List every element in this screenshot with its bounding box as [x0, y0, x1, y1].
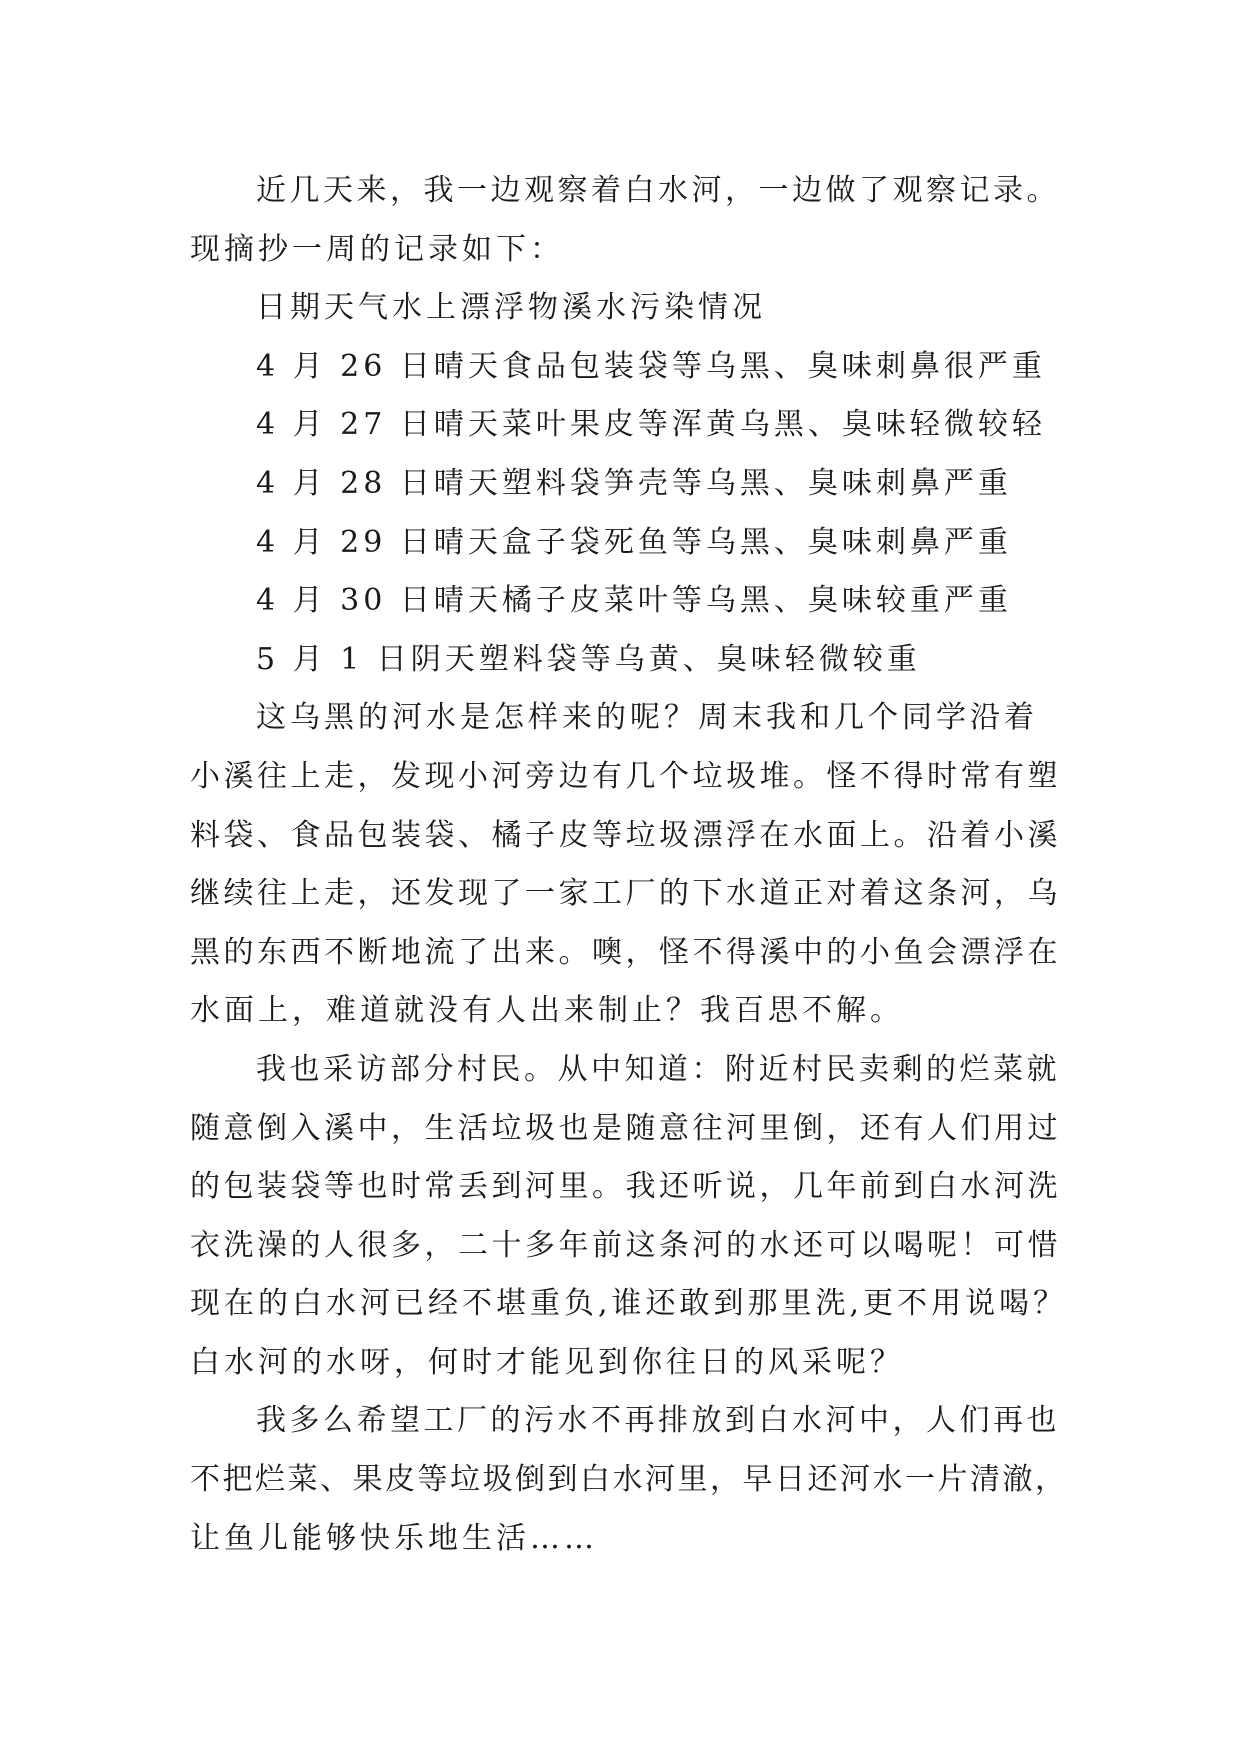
document-body [190, 162, 1070, 1568]
text-line: 衣洗澡的人很多，二十多年前这条河的水还可以喝呢！可惜 [190, 1227, 1061, 1263]
text-line: 的包装袋等也时常丢到河里。我还听说，几年前到白水河洗 [190, 1169, 1061, 1205]
record-line: 4 月 29 日晴天盒子袋死鱼等乌黑、臭味刺鼻严重 [256, 524, 1012, 560]
text-line: 近几天来，我一边观察着白水河，一边做了观察记录。 [256, 173, 1060, 208]
text-line: 让鱼儿能够快乐地生活…… [190, 1520, 598, 1556]
text-line: 料袋、食品包装袋、橘子皮等垃圾漂浮在水面上。沿着小溪 [190, 817, 1061, 853]
text-line: 白水河的水呀，何时才能见到你往日的风采呢？ [190, 1344, 904, 1380]
text-line: 黑的东西不断地流了出来。噢，怪不得溪中的小鱼会漂浮在 [190, 934, 1061, 970]
text-line: 现在的白水河已经不堪重负,谁还敢到那里洗,更不用说喝？ [190, 1286, 1068, 1322]
text-line: 现摘抄一周的记录如下： [190, 231, 564, 267]
record-line: 4 月 28 日晴天塑料袋笋壳等乌黑、臭味刺鼻严重 [256, 465, 1012, 501]
text-line: 继续往上走，还发现了一家工厂的下水道正对着这条河，乌 [190, 876, 1061, 912]
text-line: 我多么希望工厂的污水不再排放到白水河中，人们再也 [256, 1403, 1060, 1439]
text-line: 随意倒入溪中，生活垃圾也是随意往河里倒，还有人们用过 [190, 1110, 1061, 1146]
text-line: 这乌黑的河水是怎样来的呢？周末我和几个同学沿着 [256, 700, 1038, 736]
text-line: 我也采访部分村民。从中知道：附近村民卖剩的烂菜就 [256, 1051, 1060, 1087]
text-line: 小溪往上走，发现小河旁边有几个垃圾堆。怪不得时常有塑 [190, 758, 1061, 794]
record-line: 4 月 27 日晴天菜叶果皮等浑黄乌黑、臭味轻微较轻 [256, 407, 1046, 443]
text-line: 水面上，难道就没有人出来制止？我百思不解。 [190, 993, 904, 1029]
record-line: 4 月 30 日晴天橘子皮菜叶等乌黑、臭味较重严重 [256, 583, 1012, 619]
text-line: 不把烂菜、果皮等垃圾倒到白水河里，早日还河水一片清澈， [190, 1462, 1068, 1498]
record-line: 5 月 1 日阴天塑料袋等乌黄、臭味轻微较重 [256, 641, 921, 677]
record-line: 4 月 26 日晴天食品包装袋等乌黑、臭味刺鼻很严重 [256, 348, 1046, 384]
table-header-line: 日期天气水上漂浮物溪水污染情况 [256, 290, 766, 326]
